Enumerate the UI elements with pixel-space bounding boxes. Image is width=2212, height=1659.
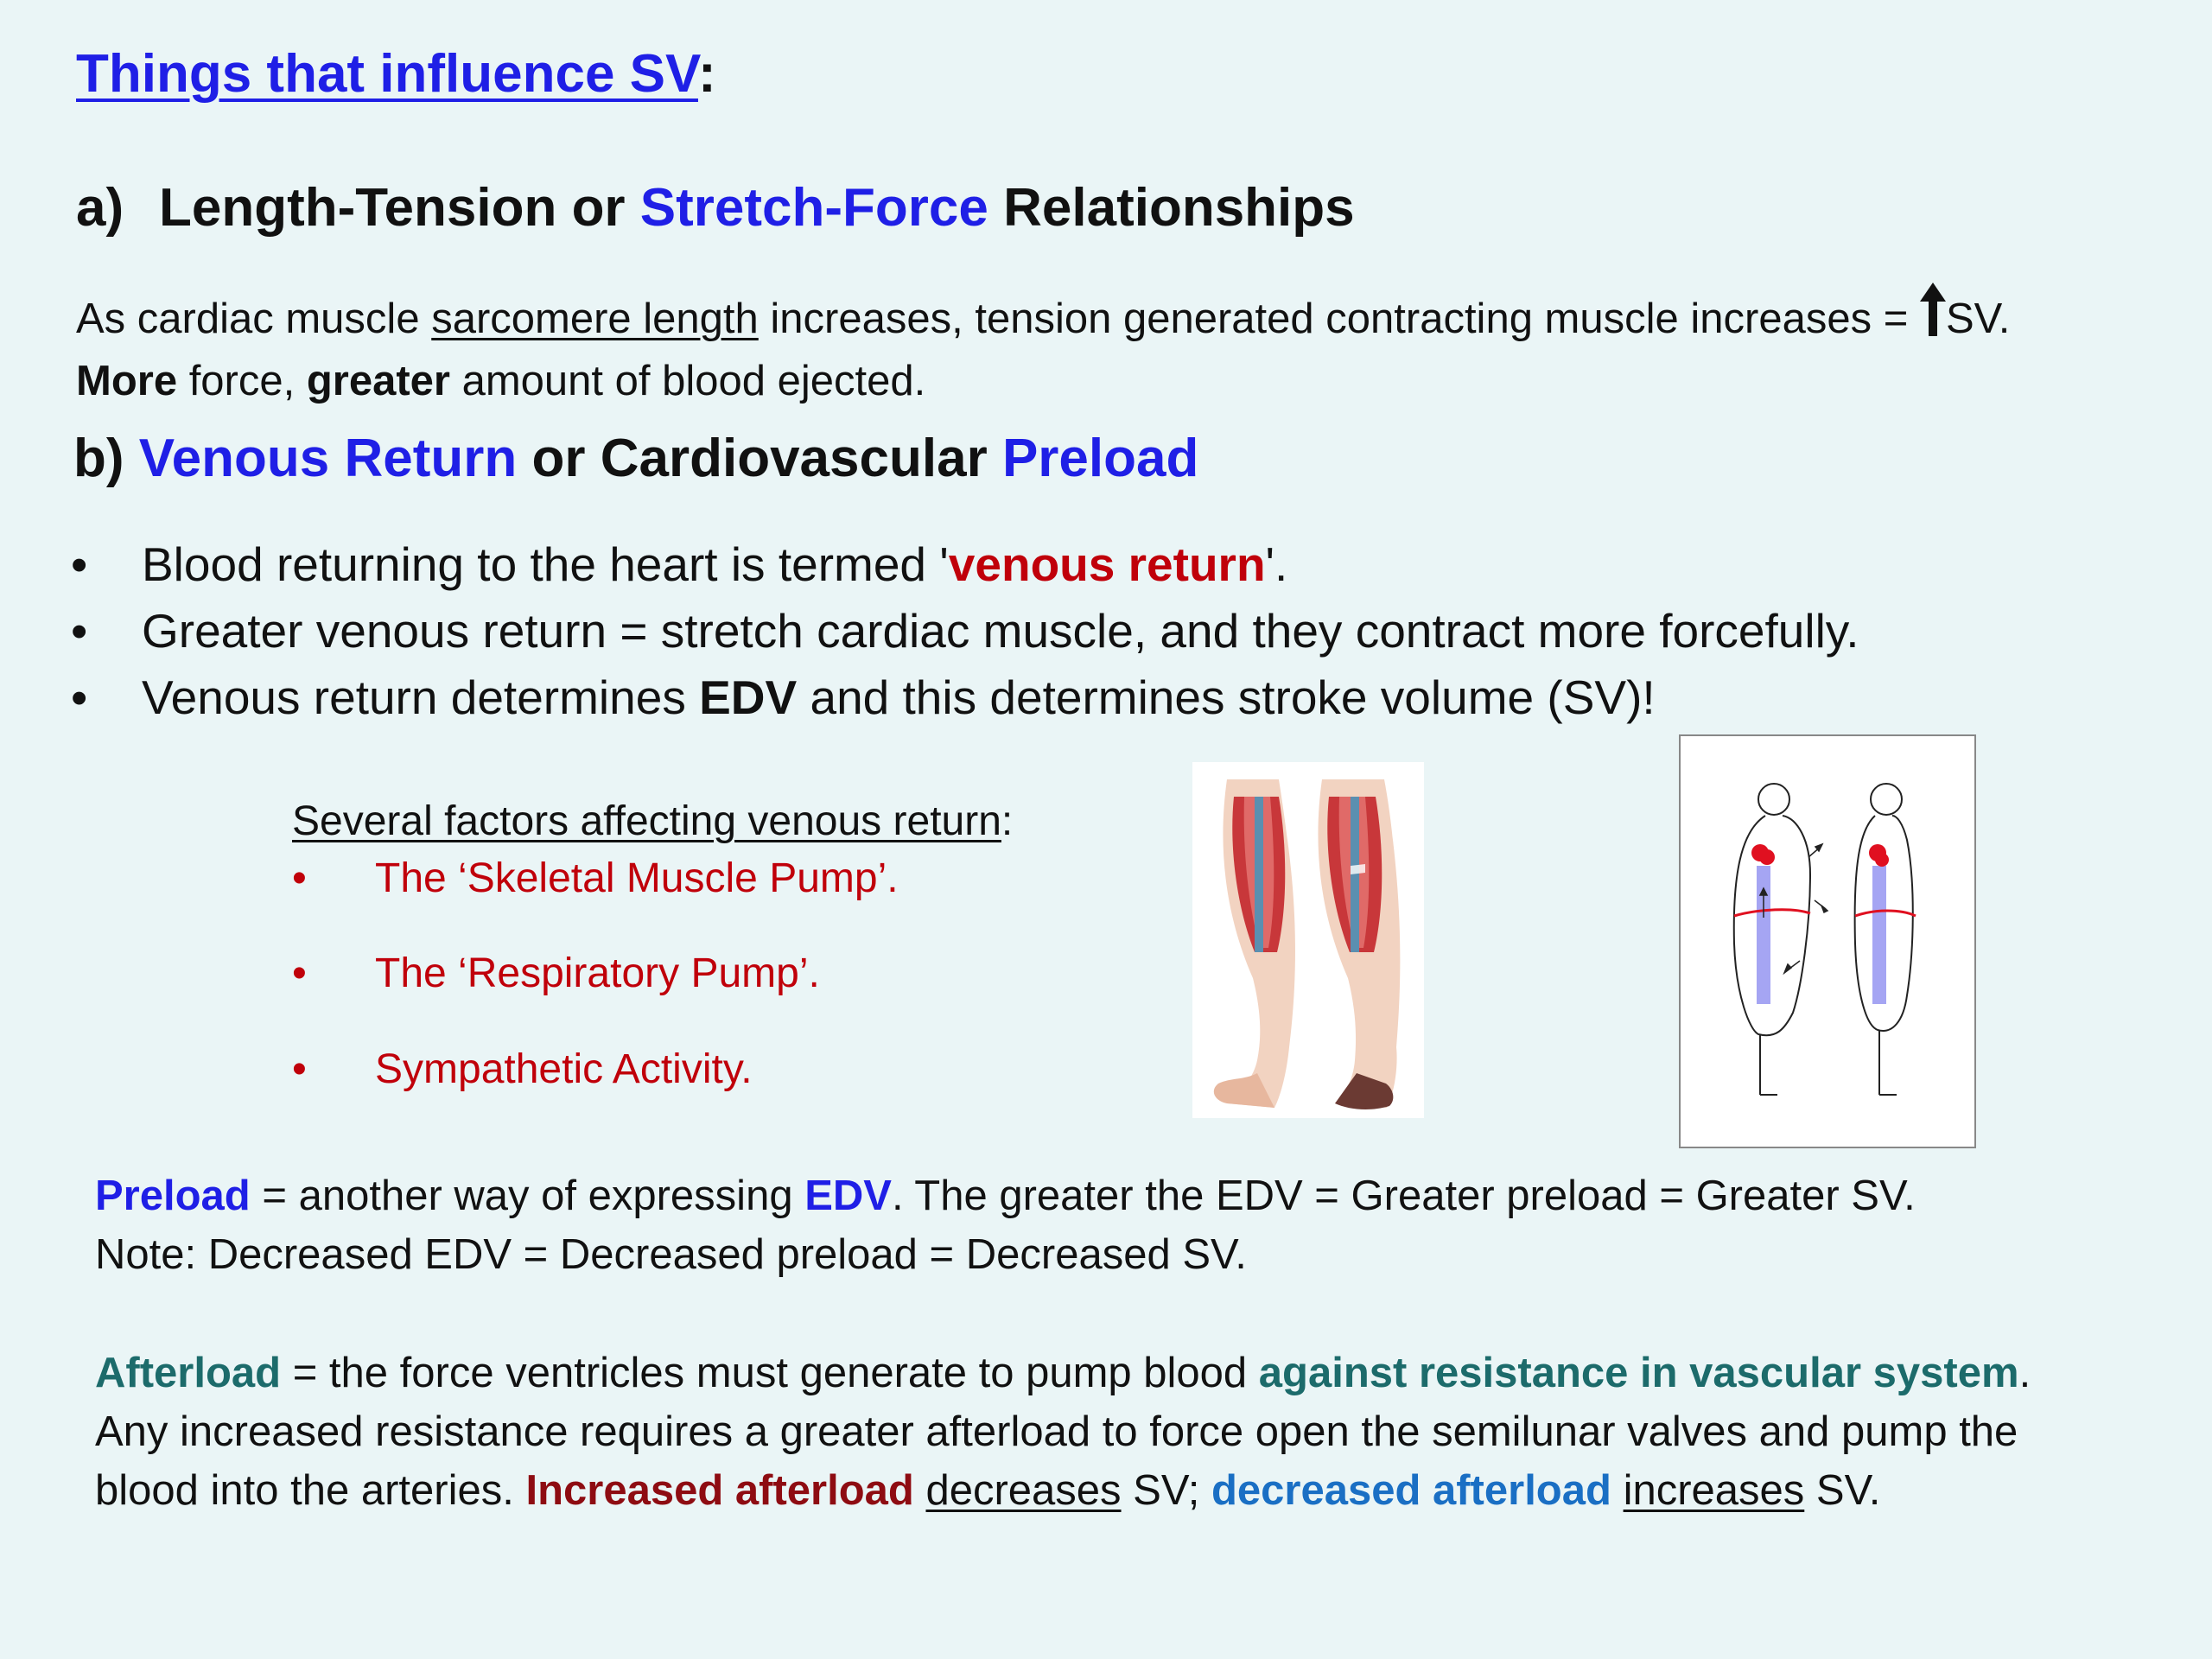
section-b-heading-highlight1: Venous Return [138, 429, 518, 488]
section-a-paragraph [76, 283, 2010, 410]
section-a-heading [76, 177, 1355, 238]
preload-note: Note: Decreased EDV = Decreased preload = Decreased SV. [95, 1231, 1247, 1278]
list-item [71, 664, 1859, 731]
afterload-line2: Any increased resistance requires a greater afterload to force open the semilunar valves and pump the [95, 1408, 2018, 1455]
section-a-heading-part1: Length-Tension or [159, 178, 640, 238]
afterload-text1-end: . [2018, 1350, 2031, 1396]
afterload-decreases: decreases [925, 1467, 1122, 1514]
bullet-marker: • [71, 604, 88, 658]
afterload-highlight: against resistance in vascular system [1258, 1350, 2019, 1396]
list-item [71, 598, 1859, 664]
afterload-decreased: decreased afterload [1211, 1467, 1611, 1514]
afterload-line3 [95, 1461, 2031, 1520]
factor-item-3: Sympathetic Activity. [375, 1046, 753, 1092]
bullet3-suffix: and this determines stroke volume (SV)! [797, 671, 1656, 724]
afterload-line3-prefix: blood into the arteries. [95, 1467, 526, 1514]
section-b-heading-highlight2: Preload [1001, 429, 1199, 488]
section-b-heading [73, 428, 1198, 489]
factors-list [292, 793, 1013, 1098]
bullet3-prefix: Venous return determines [142, 671, 700, 724]
factor-item-2: The ‘Respiratory Pump’. [375, 950, 820, 996]
page-title [76, 43, 716, 105]
factors-heading [292, 793, 1013, 850]
line1-prefix: As cardiac muscle [76, 296, 432, 342]
bullet-marker: • [292, 1046, 307, 1092]
afterload-space2 [1611, 1467, 1624, 1514]
bullet1-prefix: Blood returning to the heart is termed ' [142, 537, 949, 591]
afterload-end: SV. [1804, 1467, 1881, 1514]
section-b-label: b) [73, 429, 139, 488]
leg-muscle-pump-illustration [1192, 762, 1424, 1118]
section-b-heading-mid: or Cardiovascular [517, 429, 1002, 488]
afterload-increased: Increased afterload [525, 1467, 914, 1514]
factors-heading-colon: : [1001, 798, 1014, 844]
bullet-marker: • [71, 671, 88, 724]
line1-suffix: increases, tension generated contracting muscle increases = [758, 296, 1920, 342]
preload-text2: . The greater the EDV = Greater preload = Greater SV. [891, 1173, 1916, 1219]
bullet3-bold: EDV [699, 671, 798, 724]
line2-mid: force, [177, 358, 307, 404]
up-arrow-icon [1920, 283, 1946, 352]
section-a-heading-highlight: Stretch-Force [639, 178, 988, 238]
bullet2-text: Greater venous return = stretch cardiac muscle, and they contract more forcefully. [142, 604, 1859, 658]
list-item [292, 1041, 1013, 1098]
section-a-label: a) [76, 178, 124, 238]
afterload-term: Afterload [95, 1350, 282, 1396]
section-a-line2 [76, 352, 2010, 410]
line1-end: SV. [1945, 296, 2011, 342]
respiratory-pump-diagram [1679, 734, 1976, 1148]
preload-line1 [95, 1166, 1916, 1225]
section-b-bullets [71, 531, 1859, 731]
factor-item-1: The ‘Skeletal Muscle Pump’. [375, 855, 899, 901]
afterload-increases: increases [1623, 1467, 1805, 1514]
bullet-marker: • [292, 855, 307, 901]
factors-heading-text: Several factors affecting venous return [292, 798, 1001, 844]
preload-edv: EDV [804, 1173, 892, 1219]
afterload-mid: SV; [1121, 1467, 1211, 1514]
afterload-paragraph [95, 1344, 2031, 1520]
bullet-marker: • [292, 950, 307, 996]
title-link[interactable]: Things that influence SV [76, 44, 698, 104]
line1-underlined: sarcomere length [431, 296, 759, 342]
section-a-heading-part2: Relationships [988, 178, 1355, 238]
bullet1-suffix: '. [1265, 537, 1288, 591]
title-colon: : [697, 44, 716, 104]
leg-muscle-pump-svg [1192, 762, 1424, 1118]
section-a-line1 [76, 283, 2010, 352]
afterload-space1 [914, 1467, 926, 1514]
line2-bold2: greater [306, 358, 450, 404]
bullet1-highlight: venous return [948, 537, 1266, 591]
list-item [292, 850, 1013, 907]
respiratory-pump-svg [1681, 736, 1974, 1147]
preload-paragraph [95, 1166, 1916, 1284]
bullet-marker: • [71, 537, 88, 591]
preload-text1: = another way of expressing [250, 1173, 805, 1219]
line2-end: amount of blood ejected. [450, 358, 926, 404]
preload-term: Preload [95, 1173, 251, 1219]
afterload-line1 [95, 1344, 2031, 1402]
line2-bold1: More [76, 358, 178, 404]
afterload-text1: = the force ventricles must generate to pump blood [281, 1350, 1259, 1396]
list-item [292, 945, 1013, 1002]
list-item [71, 531, 1859, 598]
